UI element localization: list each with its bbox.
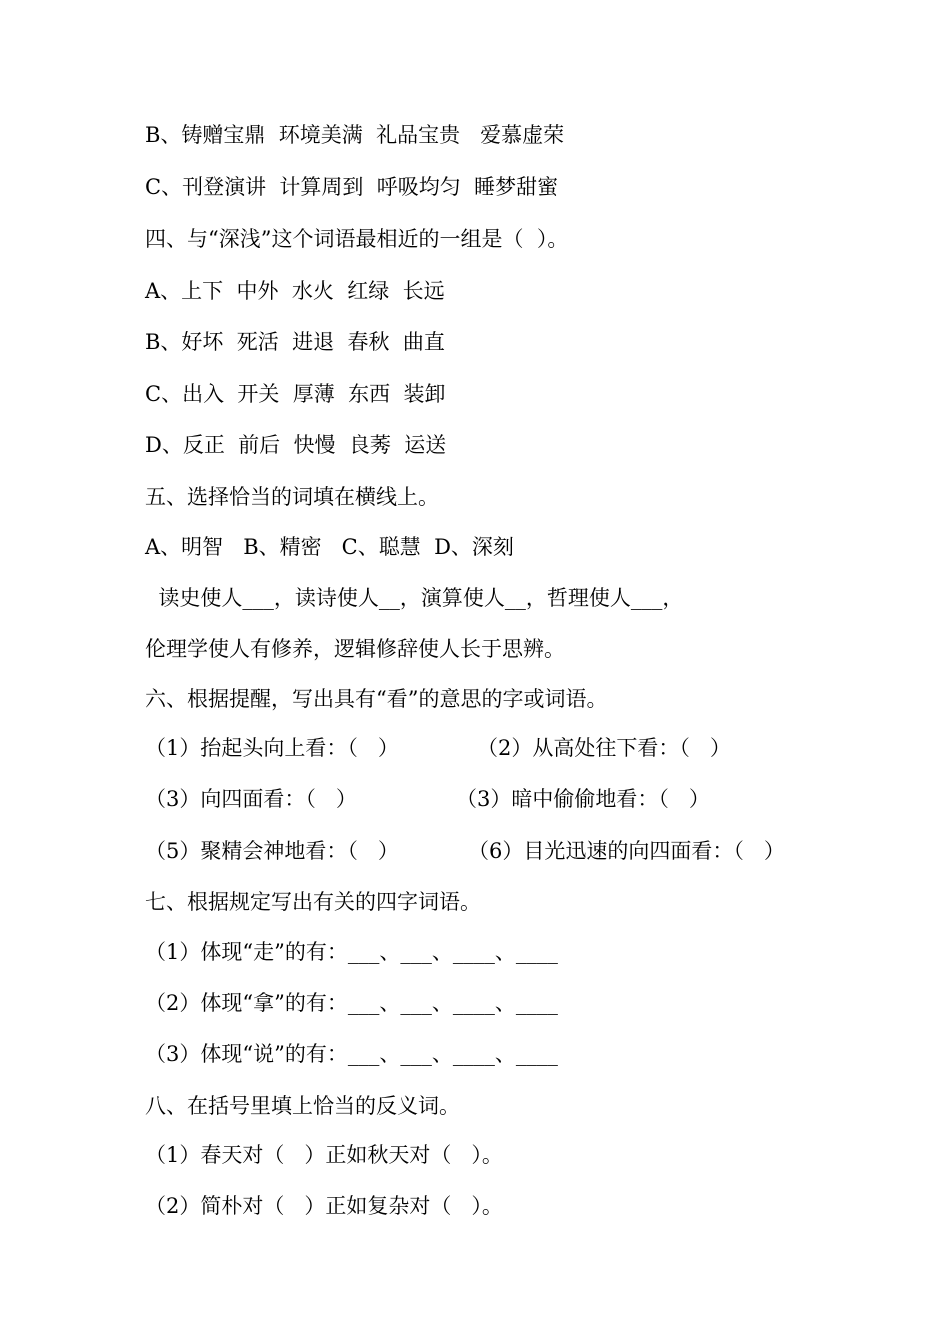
q3-option-c: C、刊登演讲 计算周到 呼吸均匀 睡梦甜蜜: [145, 175, 559, 199]
q8-item-2: （2）简朴对（ ）正如复杂对（ ）。: [145, 1194, 503, 1218]
q4-option-c: C、出入 开关 厚薄 东西 装卸: [145, 382, 446, 406]
q6-item-5: （5）聚精会神地看：（ ）: [145, 839, 399, 863]
q6-title: 六、根据提醒，写出具有“看”的意思的字或词语。: [145, 687, 608, 711]
q6-item-2: （2）从高处往下看：（ ）: [477, 736, 731, 760]
q7-item-1: （1）体现“走”的有：___、___、____、____: [145, 940, 558, 964]
q4-option-b: B、好坏 死活 进退 春秋 曲直: [145, 330, 445, 354]
q6-item-1: （1）抬起头向上看：（ ）: [145, 736, 399, 760]
q5-options: A、明智 B、精密 C、聪慧 D、深刻: [145, 535, 514, 559]
q6-item-4: （3）暗中偷偷地看：（ ）: [456, 787, 710, 811]
q8-item-1: （1）春天对（ ）正如秋天对（ ）。: [145, 1143, 503, 1167]
q6-item-6: （6）目光迅速的向四面看：（ ）: [468, 839, 785, 863]
q7-item-3: （3）体现“说”的有：___、___、____、____: [145, 1042, 558, 1066]
q8-title: 八、在括号里填上恰当的反义词。: [145, 1094, 460, 1118]
q6-item-3: （3）向四面看：（ ）: [145, 787, 357, 811]
q5-sentence-2: 伦理学使人有修养，逻辑修辞使人长于思辨。: [145, 637, 565, 661]
q7-item-2: （2）体现“拿”的有：___、___、____、____: [145, 991, 558, 1015]
q5-sentence-1: 读史使人___，读诗使人__，演算使人__，哲理使人___，: [145, 586, 684, 610]
q4-title: 四、与“深浅”这个词语最相近的一组是（ ）。: [145, 227, 569, 251]
q4-option-a: A、上下 中外 水火 红绿 长远: [145, 279, 445, 303]
q4-option-d: D、反正 前后 快慢 良莠 运送: [145, 433, 447, 457]
q5-title: 五、选择恰当的词填在横线上。: [145, 485, 439, 509]
q3-option-b: B、铸赠宝鼎 环境美满 礼品宝贵 爱慕虚荣: [145, 123, 565, 147]
q7-title: 七、根据规定写出有关的四字词语。: [145, 890, 481, 914]
